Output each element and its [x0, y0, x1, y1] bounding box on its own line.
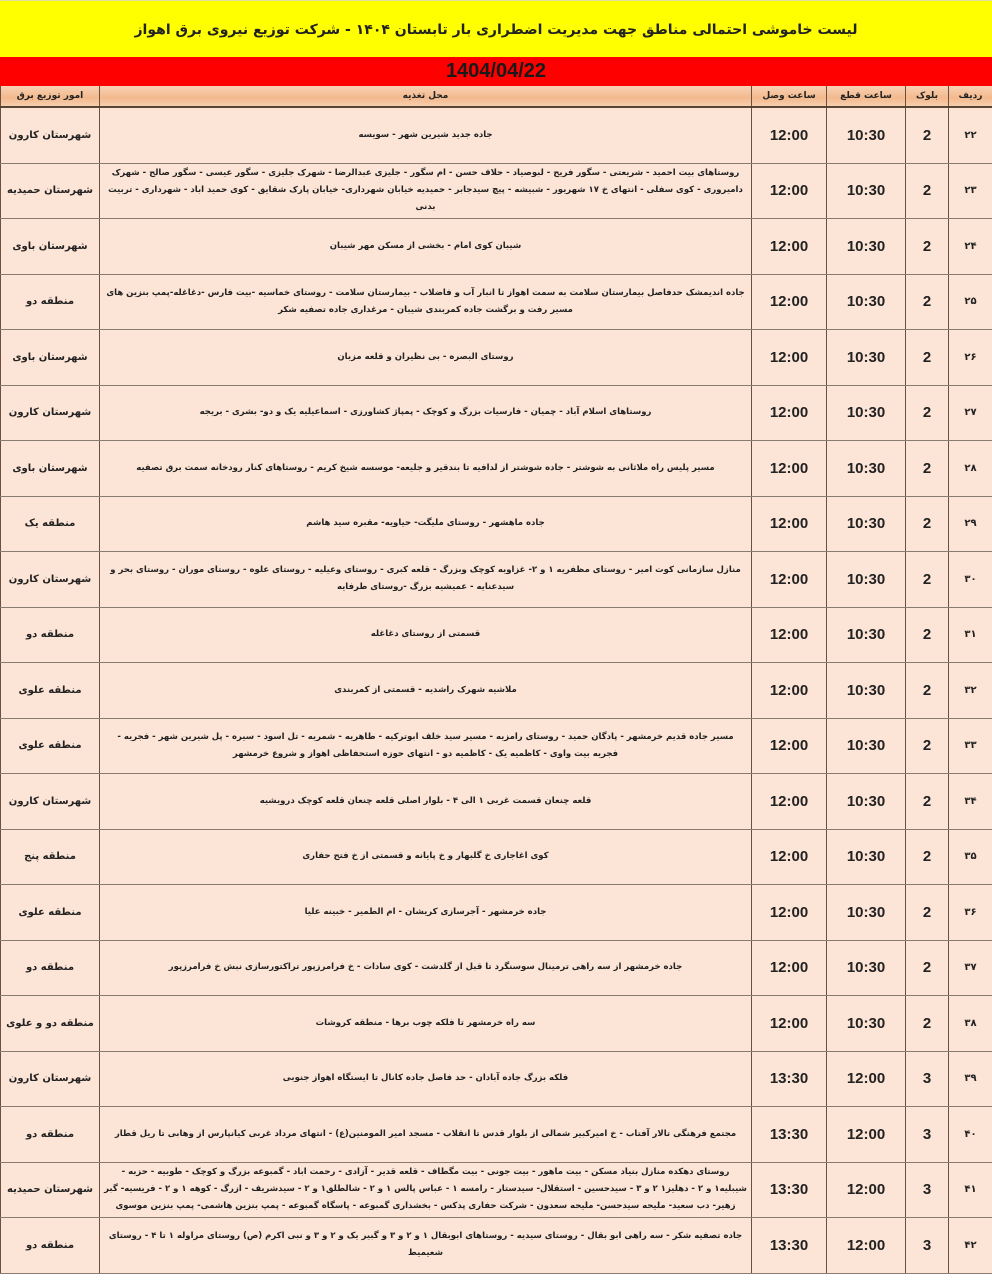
- block-number: 2: [906, 163, 949, 219]
- connect-time: 13:30: [752, 1107, 827, 1163]
- row-number: ۳۹: [949, 1051, 992, 1107]
- date-banner: 1404/04/22: [0, 57, 992, 86]
- table-row: [1, 885, 992, 941]
- cut-time: 12:00: [827, 1218, 906, 1274]
- block-number: 2: [906, 330, 949, 386]
- page-title: لیست خاموشی احتمالی مناطق جهت مدیریت اضطراری بار تابستان ۱۴۰۴ - شرکت توزیع نیروی برق اهواز: [0, 0, 992, 58]
- row-number: ۴۱: [949, 1162, 992, 1218]
- cut-time: 10:30: [827, 274, 906, 330]
- location-description: روستاهای اسلام آباد - چمیان - فارسیات بزرگ و کوچک - پمپاژ کشاورزی - اسماعیلیه یک و دو- بشری - بریجه: [100, 385, 752, 441]
- distribution-area: منطقه علوی: [1, 718, 100, 774]
- cut-time: 10:30: [827, 718, 906, 774]
- col-header-area: امور توزیع برق: [1, 86, 100, 107]
- table-row: [1, 607, 992, 663]
- connect-time: 12:00: [752, 940, 827, 996]
- cut-time: 12:00: [827, 1051, 906, 1107]
- table-row: [1, 1107, 992, 1163]
- distribution-area: شهرستان باوی: [1, 219, 100, 275]
- block-number: 2: [906, 829, 949, 885]
- connect-time: 12:00: [752, 163, 827, 219]
- block-number: 2: [906, 441, 949, 497]
- distribution-area: منطقه دو: [1, 1107, 100, 1163]
- row-number: ۳۱: [949, 607, 992, 663]
- row-number: ۳۳: [949, 718, 992, 774]
- connect-time: 12:00: [752, 219, 827, 275]
- row-number: ۴۲: [949, 1218, 992, 1274]
- location-description: روستای دهکده منازل بنیاد مسکن - بیت ماهور - بیت جونی - بیت مگطاف - قلعه قدیر - آزادی - رحمت اباد - گمبوعه بزرگ و کوچک - طوبیه - حزبه - شیبلیه۱ و ۲ - دهلیز۱ ۲ و ۳ - سیدحسین - استقلال- سیدستار - رامسه ۱ - عباس پالس ۱ و ۲ - شالطلق۱ و ۲ - سیدشریف - ازرگ - کوهه ۱ و ۲ - فریسیه- گبر زهیر- دب سعید- ملیحه سیدحسن- ملیحه سعدون - شرکت حفاری پدکس - بخشداری گمبوعه - پاسگاه گمبوعه - پمپ بنزین هاشمی- پمپ بنزین موسوی: [100, 1162, 752, 1218]
- col-header-connect-time: ساعت وصل: [752, 86, 827, 107]
- location-description: منازل سازمانی کوت امیر - روستای مظفریه ۱ و ۲- غزاویه کوچک وبزرگ - قلعه کبری - روستای وعیلیه - روستای علوه - روستای موران - روستای بحر و سیدعنایه - عمیشیه بزرگ -روستای طرفایه: [100, 552, 752, 608]
- location-description: مجتمع فرهنگی تالار آفتاب - خ امیرکبیر شمالی از بلوار قدس تا انقلاب - مسجد امیر المومنین(ع) - انتهای مرداد غربی کیانپارس از وهابی تا ریل قطار: [100, 1107, 752, 1163]
- cut-time: 10:30: [827, 330, 906, 386]
- block-number: 2: [906, 274, 949, 330]
- row-number: ۳۴: [949, 774, 992, 830]
- table-row: [1, 330, 992, 386]
- block-number: 2: [906, 552, 949, 608]
- table-row: [1, 1162, 992, 1218]
- location-description: قسمتی از روستای دغاغله: [100, 607, 752, 663]
- distribution-area: شهرستان باوی: [1, 441, 100, 497]
- distribution-area: شهرستان کارون: [1, 552, 100, 608]
- connect-time: 12:00: [752, 552, 827, 608]
- cut-time: 10:30: [827, 829, 906, 885]
- outage-schedule-table: [0, 86, 992, 1274]
- block-number: 2: [906, 718, 949, 774]
- table-row: [1, 163, 992, 219]
- table-row: [1, 1051, 992, 1107]
- table-row: [1, 496, 992, 552]
- table-row: [1, 940, 992, 996]
- table-row: [1, 107, 992, 163]
- row-number: ۴۰: [949, 1107, 992, 1163]
- location-description: مسیر جاده قدیم خرمشهر - پادگان حمید - روستای رامزیه - مسیر سید خلف ابوترکیه - طاهریه - شمریه - تل اسود - سیره - پل شیرین شهر - فجریه - فجریه بیت واوی - کاظمیه یک - کاظمیه دو - انتهای حوزه استحفاظی اهواز و شروع خرمشهر: [100, 718, 752, 774]
- connect-time: 12:00: [752, 829, 827, 885]
- col-header-cut-time: ساعت قطع: [827, 86, 906, 107]
- row-number: ۳۰: [949, 552, 992, 608]
- distribution-area: منطقه پنج: [1, 829, 100, 885]
- col-header-block: بلوک: [906, 86, 949, 107]
- connect-time: 12:00: [752, 441, 827, 497]
- table-row: [1, 996, 992, 1052]
- cut-time: 12:00: [827, 1107, 906, 1163]
- location-description: قلعه چنعان قسمت غربی ۱ الی ۴ - بلوار اصلی قلعه چنعان قلعه کوچک درویشیه: [100, 774, 752, 830]
- block-number: 2: [906, 385, 949, 441]
- row-number: ۲۹: [949, 496, 992, 552]
- block-number: 2: [906, 496, 949, 552]
- cut-time: 10:30: [827, 107, 906, 163]
- cut-time: 10:30: [827, 552, 906, 608]
- col-header-row: ردیف: [949, 86, 992, 107]
- connect-time: 13:30: [752, 1162, 827, 1218]
- cut-time: 10:30: [827, 219, 906, 275]
- row-number: ۲۳: [949, 163, 992, 219]
- connect-time: 12:00: [752, 274, 827, 330]
- cut-time: 12:00: [827, 1162, 906, 1218]
- block-number: 2: [906, 107, 949, 163]
- cut-time: 10:30: [827, 441, 906, 497]
- row-number: ۲۶: [949, 330, 992, 386]
- row-number: ۳۶: [949, 885, 992, 941]
- distribution-area: شهرستان کارون: [1, 385, 100, 441]
- location-description: جاده ماهشهر - روستای ملیگت- حیاویه- مقبره سید هاشم: [100, 496, 752, 552]
- cut-time: 10:30: [827, 940, 906, 996]
- location-description: جاده اندیمشک حدفاصل بیمارستان سلامت به سمت اهواز تا انبار آب و فاضلاب - بیمارستان سلامت - روستای خماسیه -بیت فارس -دغاغله-پمپ بنزین های مسیر رفت و برگشت جاده کمربندی شیبان - مرغداری جاده تصفیه شکر: [100, 274, 752, 330]
- table-row: [1, 1218, 992, 1274]
- cut-time: 10:30: [827, 663, 906, 719]
- block-number: 3: [906, 1218, 949, 1274]
- table-row: [1, 274, 992, 330]
- location-description: مسیر پلیس راه ملاثانی به شوشتر - جاده شوشتر از لدافیه تا بندقیر و جلیعه- موسسه شیخ کریم - روستاهای کنار رودخانه سمت برق تصفیه: [100, 441, 752, 497]
- distribution-area: شهرستان باوی: [1, 330, 100, 386]
- block-number: 2: [906, 607, 949, 663]
- row-number: ۳۷: [949, 940, 992, 996]
- cut-time: 10:30: [827, 607, 906, 663]
- location-description: ملاشیه شهرک راشدیه - قسمتی از کمربندی: [100, 663, 752, 719]
- cut-time: 10:30: [827, 774, 906, 830]
- table-row: [1, 441, 992, 497]
- connect-time: 12:00: [752, 996, 827, 1052]
- connect-time: 12:00: [752, 385, 827, 441]
- row-number: ۲۷: [949, 385, 992, 441]
- distribution-area: منطقه دو: [1, 1218, 100, 1274]
- location-description: جاده جدید شیرین شهر - سویسه: [100, 107, 752, 163]
- table-row: [1, 552, 992, 608]
- table-row: [1, 829, 992, 885]
- block-number: 3: [906, 1051, 949, 1107]
- row-number: ۲۲: [949, 107, 992, 163]
- row-number: ۲۴: [949, 219, 992, 275]
- location-description: فلکه بزرگ جاده آبادان - حد فاصل جاده کانال تا ایستگاه اهواز جنوبی: [100, 1051, 752, 1107]
- block-number: 3: [906, 1162, 949, 1218]
- block-number: 2: [906, 996, 949, 1052]
- table-row: [1, 219, 992, 275]
- row-number: ۳۸: [949, 996, 992, 1052]
- table-row: [1, 663, 992, 719]
- connect-time: 12:00: [752, 607, 827, 663]
- distribution-area: شهرستان کارون: [1, 774, 100, 830]
- location-description: جاده خرمشهر از سه راهی ترمینال سوسنگرد تا قبل از گلدشت - کوی سادات - خ فرامرزپور تراکتورسازی نبش خ فرامرزپور: [100, 940, 752, 996]
- connect-time: 12:00: [752, 330, 827, 386]
- location-description: جاده تصفیه شکر - سه راهی ابو بقال - روستای سیدیه - روستاهای ابوبقال ۱ و ۲ و ۳ و گبیر یک و ۲ و ۳ و نبی اکرم (ص) روستای مراوله ۱ تا ۴ - روستای شعیمیط: [100, 1218, 752, 1274]
- table-row: [1, 774, 992, 830]
- table-header-row: [1, 86, 992, 107]
- distribution-area: منطقه علوی: [1, 885, 100, 941]
- distribution-area: شهرستان حمیدیه: [1, 1162, 100, 1218]
- connect-time: 12:00: [752, 885, 827, 941]
- distribution-area: منطقه دو: [1, 607, 100, 663]
- block-number: 3: [906, 1107, 949, 1163]
- connect-time: 12:00: [752, 774, 827, 830]
- cut-time: 10:30: [827, 996, 906, 1052]
- block-number: 2: [906, 774, 949, 830]
- connect-time: 12:00: [752, 496, 827, 552]
- distribution-area: شهرستان کارون: [1, 107, 100, 163]
- row-number: ۲۸: [949, 441, 992, 497]
- row-number: ۳۵: [949, 829, 992, 885]
- table-row: [1, 385, 992, 441]
- block-number: 2: [906, 885, 949, 941]
- distribution-area: شهرستان حمیدیه: [1, 163, 100, 219]
- connect-time: 13:30: [752, 1051, 827, 1107]
- location-description: کوی اغاجاری خ گلبهار و خ پایانه و قسمتی از خ فتح حفاری: [100, 829, 752, 885]
- location-description: جاده خرمشهر - آجرسازی کریشان - ام الطمیر - خبینه علیا: [100, 885, 752, 941]
- connect-time: 13:30: [752, 1218, 827, 1274]
- cut-time: 10:30: [827, 385, 906, 441]
- location-description: روستای البصره - بی نظیران و قلعه مزبان: [100, 330, 752, 386]
- location-description: سه راه خرمشهر تا فلکه چوب برها - منطقه کروشات: [100, 996, 752, 1052]
- block-number: 2: [906, 219, 949, 275]
- cut-time: 10:30: [827, 163, 906, 219]
- location-description: شیبان کوی امام - بخشی از مسکن مهر شیبان: [100, 219, 752, 275]
- location-description: روستاهای بیت احمید - شریعتی - سگور فریح - لبوصیاد - حلاف حسن - ام سگور - جلیزی عبدالرضا - شهرک جلیزی - سگور عیسی - سگور صالح - شهرک دامیروری - کوی سفلی - انتهای خ ۱۷ شهریور - شبیشه - پیچ سیدجابر - حمیدیه خیابان شهرداری- خیابان پارک شقایق - کوی حمید اباد - شهرداری - تربیت بدنی: [100, 163, 752, 219]
- row-number: ۲۵: [949, 274, 992, 330]
- cut-time: 10:30: [827, 885, 906, 941]
- connect-time: 12:00: [752, 663, 827, 719]
- row-number: ۳۲: [949, 663, 992, 719]
- distribution-area: منطقه دو و علوی: [1, 996, 100, 1052]
- distribution-area: منطقه دو: [1, 274, 100, 330]
- distribution-area: منطقه علوی: [1, 663, 100, 719]
- cut-time: 10:30: [827, 496, 906, 552]
- distribution-area: منطقه دو: [1, 940, 100, 996]
- distribution-area: منطقه یک: [1, 496, 100, 552]
- col-header-location: محل تغذیه: [100, 86, 752, 107]
- block-number: 2: [906, 663, 949, 719]
- connect-time: 12:00: [752, 107, 827, 163]
- block-number: 2: [906, 940, 949, 996]
- distribution-area: شهرستان کارون: [1, 1051, 100, 1107]
- table-row: [1, 718, 992, 774]
- connect-time: 12:00: [752, 718, 827, 774]
